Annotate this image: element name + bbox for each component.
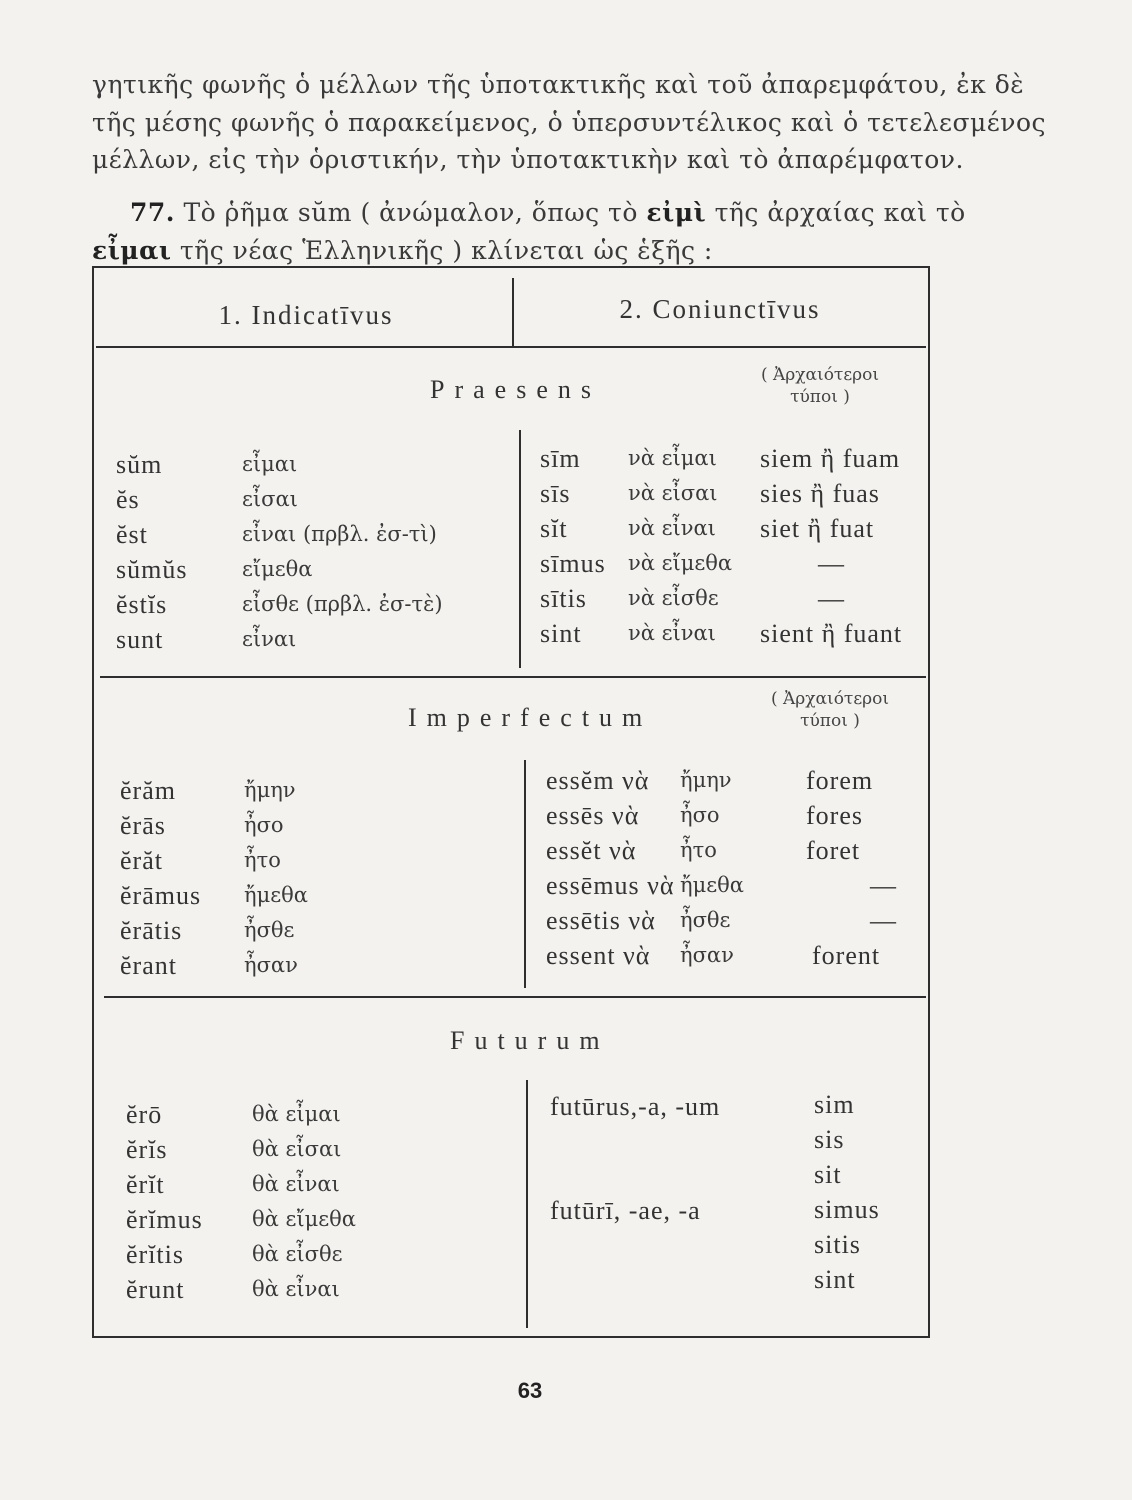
table-cell: νὰ εἶσαι xyxy=(628,481,718,505)
intro-line-2: τῆς μέσης φωνῆς ὁ παρακείμενος, ὁ ὑπερσυντέλικος καὶ ὁ τετελεσμένος xyxy=(92,108,1046,137)
table-cell: foret xyxy=(806,836,861,865)
older-forms-note-line-1: ( Ἀρχαιότεροι xyxy=(770,689,890,709)
intro-line-1: γητικῆς φωνῆς ὁ μέλλων τῆς ὑποτακτικῆς καὶ τοῦ ἀπαρεμφάτου, ἐκ δὲ xyxy=(92,70,1025,99)
futurum-plural-stem: futūrī, -ae, -a xyxy=(550,1196,701,1225)
table-cell: νὰ εἶσθε xyxy=(628,586,719,610)
table-cell: ĕst xyxy=(116,520,148,549)
table-cell: νὰ εἶναι xyxy=(628,621,716,645)
table-cell: ĕrĭmus xyxy=(126,1205,203,1234)
table-cell: sītis xyxy=(540,584,587,613)
futurum-singular-stem: futūrus,-a, -um xyxy=(550,1092,721,1121)
older-forms-note-line-1: ( Ἀρχαιότεροι xyxy=(760,365,880,385)
table-cell: siet ἢ fuat xyxy=(760,514,875,543)
table-cell: sint xyxy=(814,1265,856,1294)
table-cell: ĕrăt xyxy=(120,846,163,875)
table-cell: sient ἢ fuant xyxy=(760,619,903,648)
table-cell: ĕrĭt xyxy=(126,1170,165,1199)
table-cell: ĕstĭs xyxy=(116,590,168,619)
table-cell: νὰ εἴμεθα xyxy=(628,551,733,575)
table-cell: — xyxy=(870,906,897,935)
table-cell: ĕs xyxy=(116,485,140,514)
table-cell: ĕrō xyxy=(126,1100,163,1129)
older-forms-note-imperfectum xyxy=(745,688,915,732)
table-cell: ἤμην xyxy=(680,768,732,792)
table-cell: sit xyxy=(814,1160,842,1189)
table-cell: εἶμαι xyxy=(242,452,298,476)
table-cell: εἶσαι xyxy=(242,487,298,511)
table-cell: fores xyxy=(806,801,863,830)
table-cell: sŭmŭs xyxy=(116,555,188,584)
table-cell: sunt xyxy=(116,625,164,654)
table-cell: essent νὰ xyxy=(546,941,651,970)
section-77-text-d: τῆς νέας Ἑλληνικῆς ) κλίνεται ὡς ἑξῆς : xyxy=(179,236,713,265)
table-cell: θὰ εἶμαι xyxy=(252,1102,341,1126)
greek-bold-eimi: εἰμὶ xyxy=(646,198,707,227)
section-77-text-c: τῆς ἀρχαίας καὶ τὸ xyxy=(714,198,966,227)
section-77-line-2 xyxy=(92,236,942,265)
table-cell: essēmus νὰ xyxy=(546,871,675,900)
tense-title-futurum: Futurum xyxy=(450,1026,610,1055)
intro-line-3: μέλλων, εἰς τὴν ὁριστικήν, τὴν ὑποτακτικὴν καὶ τὸ ἀπαρέμφατον. xyxy=(92,145,964,174)
table-cell: sīs xyxy=(540,479,571,508)
table-cell: essĕt νὰ xyxy=(546,836,637,865)
table-cell: — xyxy=(818,584,845,613)
table-cell: εἴμεθα xyxy=(242,557,313,581)
praesens-bottom-rule xyxy=(100,676,926,678)
table-cell: — xyxy=(818,549,845,578)
table-cell: sint xyxy=(540,619,582,648)
table-cell: simus xyxy=(814,1195,880,1224)
section-77-line-1 xyxy=(130,198,980,227)
older-forms-note-praesens xyxy=(735,364,905,408)
table-cell: εἶναι (πρβλ. ἐσ-τὶ) xyxy=(242,522,437,546)
table-cell: ĕrāmus xyxy=(120,881,202,910)
table-cell: essēs νὰ xyxy=(546,801,640,830)
older-forms-note-line-2: τύποι ) xyxy=(790,387,850,407)
table-cell: forem xyxy=(806,766,874,795)
futurum-column-divider xyxy=(526,1080,528,1328)
table-cell: ĕrant xyxy=(120,951,177,980)
table-top-border xyxy=(92,266,930,268)
table-left-border xyxy=(92,266,94,1338)
table-cell: sīm xyxy=(540,444,581,473)
older-forms-note-line-2: τύποι ) xyxy=(800,711,860,731)
greek-bold-eimai: εἶμαι xyxy=(92,236,172,265)
table-cell: ĕrās xyxy=(120,811,166,840)
table-cell: θὰ εἶσθε xyxy=(252,1242,343,1266)
table-cell: ἦτο xyxy=(680,838,717,862)
section-77-text-a: Τὸ ῥῆμα sŭm ( ἀνώμαλον, ὅπως τὸ xyxy=(183,198,638,227)
table-cell: sis xyxy=(814,1125,845,1154)
table-cell: ĕrĭtis xyxy=(126,1240,184,1269)
table-cell: essētis νὰ xyxy=(546,906,656,935)
table-cell: ἤμην xyxy=(244,778,296,802)
table-cell: ἦσο xyxy=(680,803,720,827)
table-cell: ĕrăm xyxy=(120,776,176,805)
header-indicative: 1. Indicatīvus xyxy=(218,300,394,330)
table-cell: ἦσο xyxy=(244,813,284,837)
table-cell: ἦσαν xyxy=(244,953,298,977)
table-cell: ἦσθε xyxy=(680,908,731,932)
table-cell: ἤμεθα xyxy=(680,873,744,897)
tense-title-imperfectum: Imperfectum xyxy=(408,703,653,732)
section-number: 77. xyxy=(130,198,175,227)
table-cell: θὰ εἶναι xyxy=(252,1172,340,1196)
table-cell: νὰ εἶναι xyxy=(628,516,716,540)
imperfectum-column-divider xyxy=(524,760,526,988)
table-cell: ĕrĭs xyxy=(126,1135,168,1164)
table-cell: ἦσαν xyxy=(680,943,734,967)
table-cell: ĕrātis xyxy=(120,916,183,945)
table-bottom-border xyxy=(92,1336,930,1338)
table-cell: εἶναι xyxy=(242,627,297,651)
table-cell: εἶσθε (πρβλ. ἐσ-τὲ) xyxy=(242,592,443,616)
table-cell: θὰ εἶσαι xyxy=(252,1137,342,1161)
table-right-border xyxy=(928,266,930,1338)
table-cell: sŭm xyxy=(116,450,163,479)
tense-title-praesens: Praesens xyxy=(430,375,601,404)
table-cell: νὰ εἶμαι xyxy=(628,446,717,470)
table-cell: ἦτο xyxy=(244,848,281,872)
table-cell: ἦσθε xyxy=(244,918,295,942)
table-cell: sĭt xyxy=(540,514,568,543)
table-cell: essĕm νὰ xyxy=(546,766,650,795)
table-cell: θὰ εἶναι xyxy=(252,1277,340,1301)
table-cell: sies ἢ fuas xyxy=(760,479,880,508)
table-cell: sīmus xyxy=(540,549,606,578)
imperfectum-bottom-rule xyxy=(104,996,926,998)
praesens-column-divider xyxy=(519,430,521,668)
table-cell: ἤμεθα xyxy=(244,883,308,907)
table-cell: ĕrunt xyxy=(126,1275,185,1304)
table-cell: θὰ εἴμεθα xyxy=(252,1207,356,1231)
table-cell: sim xyxy=(814,1090,855,1119)
table-cell: forent xyxy=(812,941,881,970)
header-bottom-rule xyxy=(96,346,926,348)
page-number: 63 xyxy=(517,1378,543,1403)
header-subjunctive: 2. Coniunctīvus xyxy=(619,294,821,324)
table-cell: siem ἢ fuam xyxy=(760,444,901,473)
table-cell: — xyxy=(870,871,897,900)
table-cell: sitis xyxy=(814,1230,861,1259)
